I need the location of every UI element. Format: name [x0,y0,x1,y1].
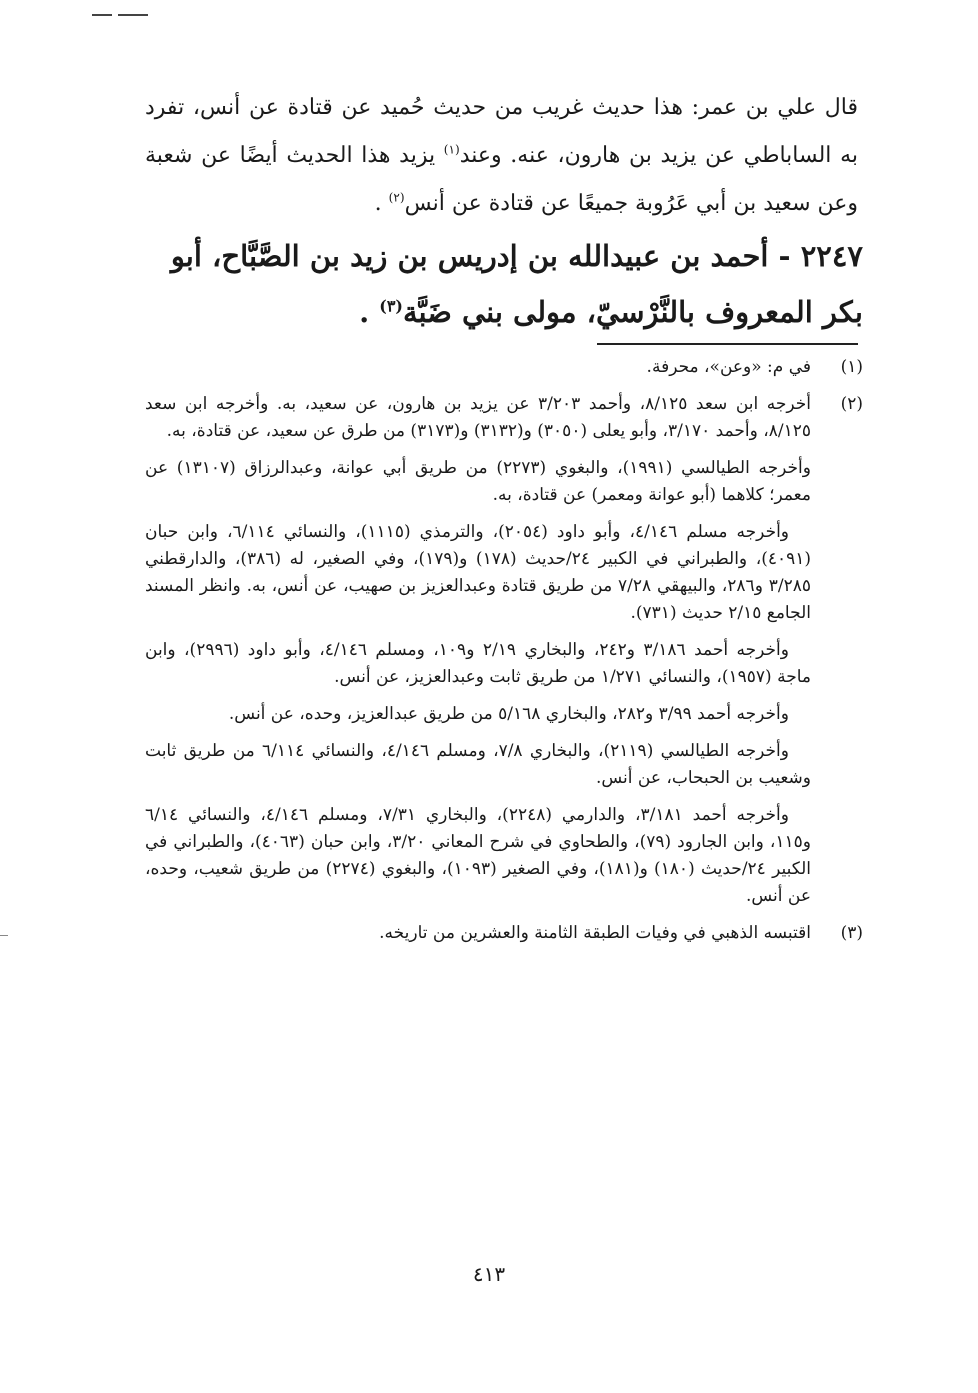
page-number: ٤١٣ [472,1262,506,1286]
footnote-text: وأخرجه مسلم ٤/١٤٦، وأبو داود (٢٠٥٤)، والترمذي (١١١٥)، والنسائي ٦/١١٤، وابن حبان (٤٠٩١)، والطبراني في الكبير ٢٤/حديث (١٧٨) و(١٧٩)، وفي الصغير، له (٣٨٦)، والدارقطني ٣/٢٨٥ و٢٨٦، والبيهقي ٧/٢٨ من طريق قتادة وعبدالعزيز بن صهيب، عن أنس، به. وانظر المسند الجامع ٢/١٥ حديث (٧٣١). [145,522,812,623]
footnote-number: (٢) [840,394,863,414]
footnote-ref-1: (١) [443,142,460,157]
footnote-text: اقتبسه الذهبي في وفيات الطبقة الثامنة والعشرين من تاريخه. [379,923,811,943]
footnotes [145,354,863,957]
footnote-3 [145,920,863,957]
main-text-line: قال علي بن عمر: هذا حديث غريب من حديث حُميد عن قتادة عن أنس، تفرد به الساباطي عن يزيد بن هارون، عنه. وعند$^{(١)}$ يزيد هذا الحديث أيضًا عن شعبة وعن سعيد بن أبي عَرُوبة جميعًا عن قتادة عن أنس$^{(٢)}$ . [145,95,858,216]
footnote-number: (١) [840,357,863,377]
scan-mark [0,935,8,936]
main-paragraph [145,84,858,228]
footnote-ref-3: (٣) [379,296,403,316]
entry-text: ٢٢٤٧ - أحمد بن عبيدالله بن إدريس بن زيد بن الصَّبَّاح، أبو بكر المعروف بالنَّرْسيّ، مولى بني ضَبَّة [170,239,863,329]
footnote-number: (٣) [840,923,863,943]
scan-mark [118,14,148,16]
footnote-text: أخرجه ابن سعد ٨/١٢٥، وأحمد ٣/٢٠٣ عن يزيد بن هارون، عن سعيد، به. وأخرجه ابن سعد ٨/١٢٥، وأحمد ٣/١٧٠، وأبو يعلى (٣٠٥٠) و(٣١٣٢) و(٣١٧٣) من طرق عن سعيد، عن قتادة، به. [145,394,811,441]
footnote-text: وأخرجه أحمد ٣/١٨١، والدارمي (٢٢٤٨)، والبخاري ٧/٣١، ومسلم ٤/١٤٦، والنسائي ٦/١٤ و١١٥، وابن الجارود (٧٩)، والطحاوي في شرح المعاني ٣/٢٠، وابن حبان (٤٠٦٣)، والطبراني في الكبير ٢٤/حديث (١٨٠) و(١٨١)، وفي الصغير (١٠٩٣)، والبغوي (٢٢٧٤) من طريق شعيب، وحده، عن أنس. [145,805,811,906]
footnote-ref-2: (٢) [388,190,405,205]
footnote-2 [145,391,863,920]
footnote-1 [145,354,863,391]
footnote-text: وأخرجه الطيالسي (٢١١٩)، والبخاري ٧/٨، ومسلم ٤/١٤٦، والنسائي ٦/١١٤ من طريق ثابت وشعيب بن الحبحاب، عن أنس. [145,741,811,788]
footnote-text: وأخرجه الطيالسي (١٩٩١)، والبغوي (٢٢٧٣) من طريق أبي عوانة، وعبدالرزاق (١٣١٠٧) عن معمر؛ كلاهما (أبو عوانة ومعمر) عن قتادة، به. [145,458,811,505]
biography-entry-heading: ٢٢٤٧ - أحمد بن عبيدالله بن إدريس بن زيد بن الصَّبَّاح، أبو بكر المعروف بالنَّرْسيّ، مولى بني ضَبَّة$^{(٣)}$ . [170,239,863,329]
scan-mark [92,14,112,16]
footnote-text: وأخرجه أحمد ٣/١٨٦ و٢٤٢، والبخاري ٢/١٩ و١٠٩، ومسلم ٤/١٤٦، وأبو داود (٢٩٩٦)، وابن ماجة (١٩٥٧)، والنسائي ١/٢٧١ من طريق ثابت وعبدالعزيز، عن أنس. [145,640,811,687]
footnote-text: في م: «وعن»، محرفة. [646,357,811,377]
footnote-separator [597,343,858,345]
footnote-text: وأخرجه أحمد ٣/٩٩ و٢٨٢، والبخاري ٥/١٦٨ من طريق عبدالعزيز، وحده، عن أنس. [228,704,789,724]
